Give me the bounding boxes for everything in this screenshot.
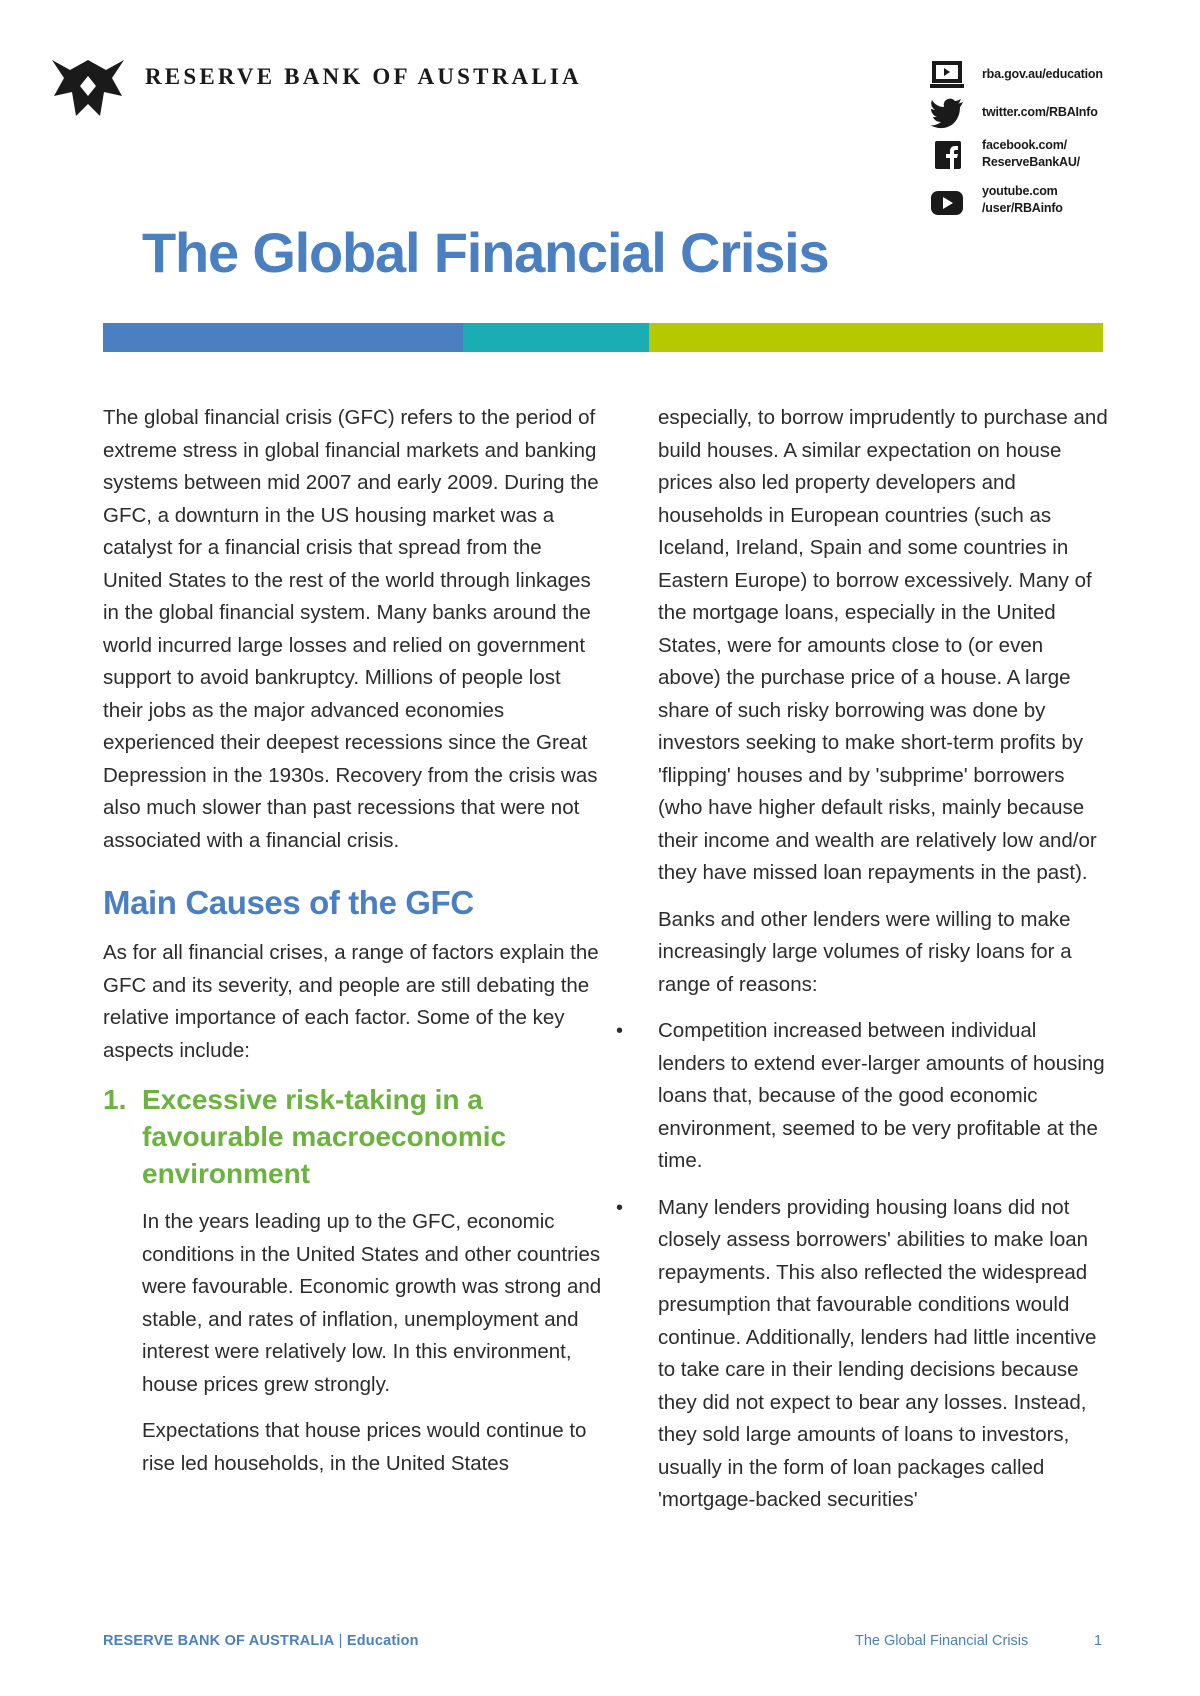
footer-section: Education <box>346 1633 419 1649</box>
page-title: The Global Financial Crisis <box>142 221 829 284</box>
social-link-facebook-text: facebook.com/ ReserveBankAU/ <box>982 138 1080 169</box>
footer-doc-title: The Global Financial Crisis <box>855 1633 1029 1649</box>
social-link-youtube[interactable] <box>930 183 1160 223</box>
cause-number: 1. <box>103 1084 127 1115</box>
body-paragraph: especially, to borrow imprudently to purchase and build houses. A similar expectation on house prices also led property developers and households in European countries (such as Iceland, Ireland, Spain and some countries in Eastern Europe) to borrow excessively. Many of the mortgage loans, especially in the United States, were for amounts close to (or even above) the purchase price of a house. A large share of such risky borrowing was done by investors seeking to make short-term profits by 'flipping' houses and by 'subprime' borrowers (who have higher default risks, mainly because their income and wealth are relatively low and/or they have missed loan repayments in the past). <box>658 406 1108 884</box>
social-link-facebook[interactable] <box>930 135 1160 175</box>
right-column <box>616 402 1108 1531</box>
list-item-text: Competition increased between individual lenders to extend ever-larger amounts of housing loans that, because of the good economic environment, seemed to be very profitable at the time. <box>658 1019 1105 1172</box>
cause-paragraph: Expectations that house prices would continue to rise led households, in the United States <box>142 1419 587 1475</box>
rba-logo-icon <box>50 56 126 120</box>
footer-separator: | <box>334 1633 347 1649</box>
cause-heading-text: Excessive risk-taking in a favourable macroeconomic environment <box>142 1084 507 1189</box>
section-heading: Main Causes of the GFC <box>103 884 474 921</box>
page-number: 1 <box>1094 1633 1103 1649</box>
youtube-icon <box>930 187 964 219</box>
list-item <box>616 1192 1108 1517</box>
social-link-website-text: rba.gov.au/education <box>982 67 1103 81</box>
list-item <box>616 1015 1108 1178</box>
social-link-youtube-text: youtube.com /user/RBAinfo <box>982 184 1063 215</box>
laptop-icon <box>930 59 964 91</box>
facebook-icon <box>930 141 964 173</box>
left-column <box>103 402 603 1494</box>
cause-heading <box>103 1081 603 1192</box>
body-paragraph: Banks and other lenders were willing to make increasingly large volumes of risky loans for a range of reasons: <box>658 907 1072 996</box>
cause-paragraph: In the years leading up to the GFC, economic conditions in the United States and other countries were favourable. Economic growth was strong and stable, and rates of inflation, unemployment and interest were relatively low. In this environment, house prices grew strongly. <box>142 1210 602 1396</box>
section-intro-paragraph: As for all financial crises, a range of factors explain the GFC and its severity, and people are still debating the relative importance of each factor. Some of the key aspects include: <box>103 941 599 1062</box>
social-link-twitter[interactable] <box>930 95 1160 135</box>
twitter-icon <box>930 97 964 129</box>
color-bar-teal <box>463 323 649 352</box>
color-bar-blue <box>103 323 463 352</box>
footer-org-name: RESERVE BANK OF AUSTRALIA <box>103 1633 335 1649</box>
intro-paragraph: The global financial crisis (GFC) refers to the period of extreme stress in global financial markets and banking systems between mid 2007 and early 2009. During the GFC, a downturn in the US housing market was a catalyst for a financial crisis that spread from the United States to the rest of the world through linkages in the global financial system. Many banks around the world incurred large losses and relied on government support to avoid bankruptcy. Millions of people lost their jobs as the major advanced economies experienced their deepest recessions since the Great Depression in the 1930s. Recovery from the crisis was also much slower than past recessions that were not associated with a financial crisis. <box>103 406 599 852</box>
bullet-icon: • <box>616 1196 624 1219</box>
social-link-twitter-text: twitter.com/RBAInfo <box>982 105 1098 119</box>
list-item-text: Many lenders providing housing loans did not closely assess borrowers' abilities to make loan repayments. This also reflected the widespread presumption that favourable conditions would continue. Additionally, lenders had little incentive to take care in their lending decisions because they did not expect to bear any losses. Instead, they sold large amounts of loans to investors, usually in the form of loan packages called 'mortgage-backed securities' <box>658 1195 1097 1511</box>
organization-name: RESERVE BANK OF AUSTRALIA <box>145 64 582 89</box>
footer-org <box>103 1633 419 1649</box>
social-link-website[interactable] <box>930 55 1160 95</box>
color-bar-lime <box>649 323 1103 352</box>
bullet-icon: • <box>616 1020 624 1042</box>
